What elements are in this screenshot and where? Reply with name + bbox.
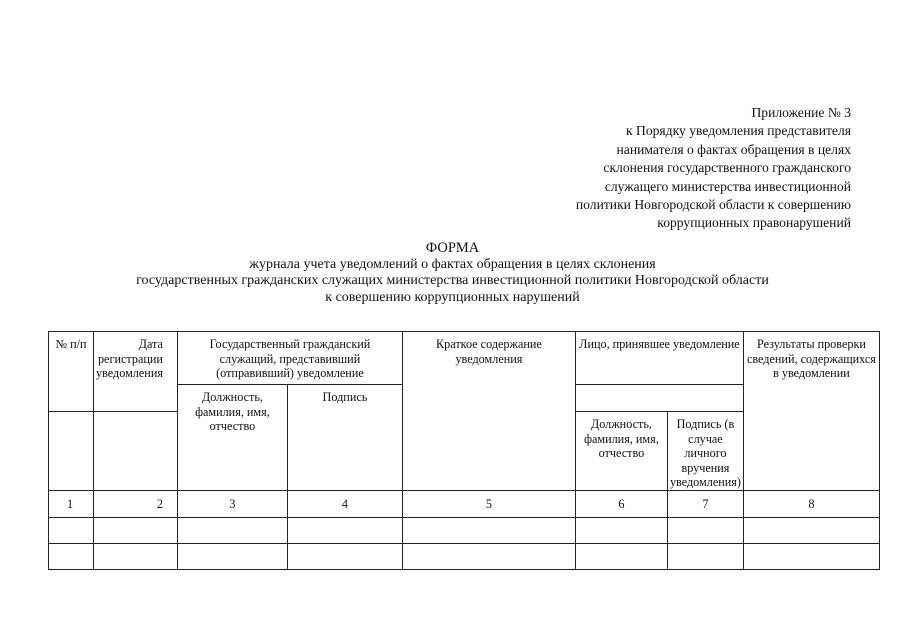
table-cell[interactable] bbox=[402, 517, 575, 543]
table-row bbox=[49, 543, 880, 569]
table-cell[interactable] bbox=[49, 543, 94, 569]
table-cell[interactable] bbox=[287, 543, 402, 569]
column-number: 8 bbox=[743, 490, 879, 517]
table-cell[interactable] bbox=[667, 543, 743, 569]
header-summary: Краткое содержание уведомления bbox=[402, 332, 575, 491]
header-date-empty bbox=[94, 412, 178, 491]
header-servant-position: Должность, фамилия, имя, отчество bbox=[575, 412, 667, 491]
table-cell[interactable] bbox=[177, 543, 287, 569]
table-row bbox=[49, 517, 880, 543]
form-title-line: журнала учета уведомлений о фактах обращения в целях склонения bbox=[249, 256, 656, 272]
column-number: 3 bbox=[177, 490, 287, 517]
header-receiver-position: Должность, фамилия, имя, отчество bbox=[177, 385, 287, 491]
form-title bbox=[0, 240, 905, 306]
form-title-line: к совершению коррупционных нарушений bbox=[325, 289, 580, 305]
column-number: 1 bbox=[49, 490, 94, 517]
header-num-empty bbox=[49, 412, 94, 491]
table-cell[interactable] bbox=[177, 517, 287, 543]
header-results: Результаты проверки сведений, содержащихся в уведомлении bbox=[743, 332, 879, 491]
form-heading: ФОРМА bbox=[425, 240, 480, 256]
table-cell[interactable] bbox=[575, 543, 667, 569]
appendix-line: Приложение № 3 bbox=[751, 105, 851, 120]
column-number: 4 bbox=[287, 490, 402, 517]
appendix-line: коррупционных правонарушений bbox=[657, 215, 851, 231]
column-number: 5 bbox=[402, 490, 575, 517]
journal-table bbox=[48, 331, 880, 570]
header-num: № п/п bbox=[49, 332, 94, 412]
form-title-line: государственных гражданских служащих министерства инвестиционной политики Новгородской области bbox=[136, 273, 769, 288]
header-servant: Государственный гражданский служащий, представивший (отправивший) уведомление bbox=[177, 332, 402, 385]
column-number: 7 bbox=[667, 490, 743, 517]
table-cell[interactable] bbox=[743, 517, 879, 543]
appendix-line: политики Новгородской области к совершению bbox=[575, 197, 851, 213]
header-date: Дата регистрации уведомления bbox=[94, 332, 178, 412]
appendix-line: склонения государственного гражданского bbox=[603, 160, 851, 176]
table-cell[interactable] bbox=[402, 543, 575, 569]
header-servant-signature: Подпись (в случае личного вручения уведомления) bbox=[667, 412, 743, 491]
header-receiver: Лицо, принявшее уведомление bbox=[575, 332, 743, 385]
table-cell[interactable] bbox=[575, 517, 667, 543]
table-cell[interactable] bbox=[49, 517, 94, 543]
table-cell[interactable] bbox=[94, 543, 178, 569]
column-number: 2 bbox=[94, 490, 178, 517]
appendix-block bbox=[576, 104, 851, 233]
column-number: 6 bbox=[575, 490, 667, 517]
appendix-line: к Порядку уведомления представителя bbox=[626, 123, 851, 139]
appendix-line: нанимателя о фактах обращения в целях bbox=[616, 141, 851, 157]
table-cell[interactable] bbox=[667, 517, 743, 543]
appendix-line: служащего министерства инвестиционной bbox=[604, 178, 851, 194]
table-cell[interactable] bbox=[287, 517, 402, 543]
header-receiver-signature: Подпись bbox=[287, 385, 402, 491]
table-cell[interactable] bbox=[743, 543, 879, 569]
table-cell[interactable] bbox=[94, 517, 178, 543]
